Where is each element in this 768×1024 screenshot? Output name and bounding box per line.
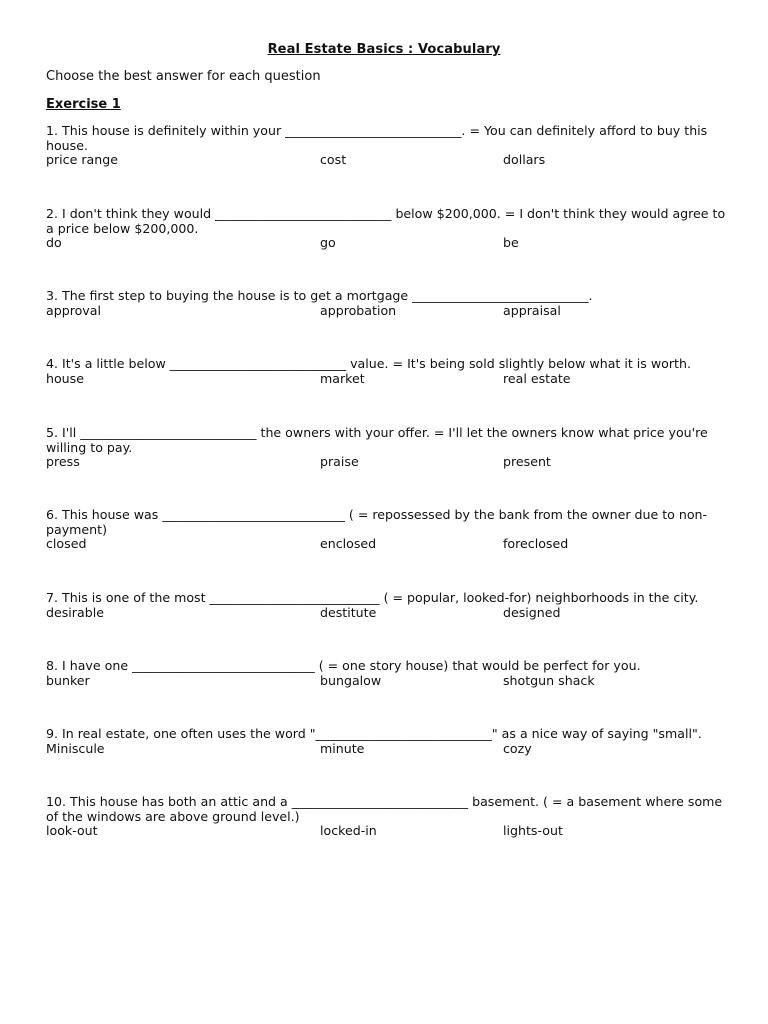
answer-option: dollars (503, 152, 546, 167)
question-1 (46, 124, 736, 168)
answer-option: approbation (320, 302, 397, 318)
answer-options (46, 153, 736, 168)
answer-option: be (503, 235, 519, 250)
question-text: 8. I have one _____________________________ ( = one story house) that would be perfect for you. (46, 658, 641, 673)
answer-option: bungalow (320, 672, 382, 688)
answer-options (46, 304, 736, 319)
worksheet-title: Real Estate Basics : Vocabulary (267, 42, 501, 57)
answer-option: cost (320, 152, 347, 167)
answer-option: appraisal (503, 302, 561, 318)
question-6 (46, 508, 736, 552)
answer-option: approval (46, 302, 101, 318)
answer-option: real estate (503, 370, 571, 386)
answer-option: enclosed (320, 536, 377, 551)
answer-option: closed (46, 536, 87, 551)
answer-option: designed (503, 604, 561, 620)
question-text: 7. This is one of the most ___________________________ ( = popular, looked-for) neighborhoods in the city. (46, 590, 699, 605)
question-10 (46, 795, 736, 839)
question-8 (46, 659, 736, 689)
question-9 (46, 727, 736, 757)
answer-options (46, 606, 736, 621)
question-text: 1. This house is definitely within your ____________________________. = You can definitely afford to buy this house. (46, 123, 708, 153)
question-2 (46, 207, 736, 251)
question-text: 3. The first step to buying the house is to get a mortgage ____________________________. (46, 288, 593, 303)
answer-option: foreclosed (503, 536, 569, 551)
answer-option: present (503, 454, 551, 469)
question-text: 4. It's a little below ____________________________ value. = It's being sold slightly below what it is worth. (46, 356, 691, 371)
answer-option: Miniscule (46, 740, 105, 756)
question-4 (46, 357, 736, 387)
question-3 (46, 289, 736, 319)
question-text: 6. This house was _____________________________ ( = repossessed by the bank from the owner due to non-payment) (46, 507, 708, 537)
answer-options (46, 537, 736, 552)
answer-option: house (46, 370, 84, 386)
answer-options (46, 824, 736, 839)
answer-option: shotgun shack (503, 672, 595, 688)
answer-option: price range (46, 152, 118, 167)
answer-option: cozy (503, 740, 532, 756)
answer-option: go (320, 235, 336, 250)
instructions: Choose the best answer for each question (46, 69, 321, 84)
answer-option: market (320, 370, 365, 386)
answer-option: locked-in (320, 823, 377, 838)
answer-option: look-out (46, 823, 98, 838)
question-text: 10. This house has both an attic and a ____________________________ basement. ( = a basement where some of the windows are above ground level.) (46, 794, 723, 824)
answer-option: praise (320, 454, 359, 469)
exercise-heading: Exercise 1 (46, 97, 121, 112)
answer-options (46, 455, 736, 470)
question-5 (46, 426, 736, 470)
question-7 (46, 591, 736, 621)
question-text: 5. I'll ____________________________ the owners with your offer. = I'll let the owners know what price you're willing to pay. (46, 425, 708, 455)
answer-option: desirable (46, 604, 104, 620)
answer-options (46, 372, 736, 387)
answer-option: do (46, 235, 62, 250)
answer-option: minute (320, 740, 365, 756)
answer-option: destitute (320, 604, 377, 620)
answer-option: lights-out (503, 823, 563, 838)
answer-options (46, 742, 736, 757)
answer-option: bunker (46, 672, 90, 688)
answer-options (46, 236, 736, 251)
question-text: 2. I don't think they would ____________________________ below $200,000. = I don't think they would agree to a price below $200,000. (46, 206, 726, 236)
question-text: 9. In real estate, one often uses the word "____________________________" as a nice way of saying "small". (46, 726, 702, 741)
answer-options (46, 674, 736, 689)
answer-option: press (46, 454, 80, 469)
